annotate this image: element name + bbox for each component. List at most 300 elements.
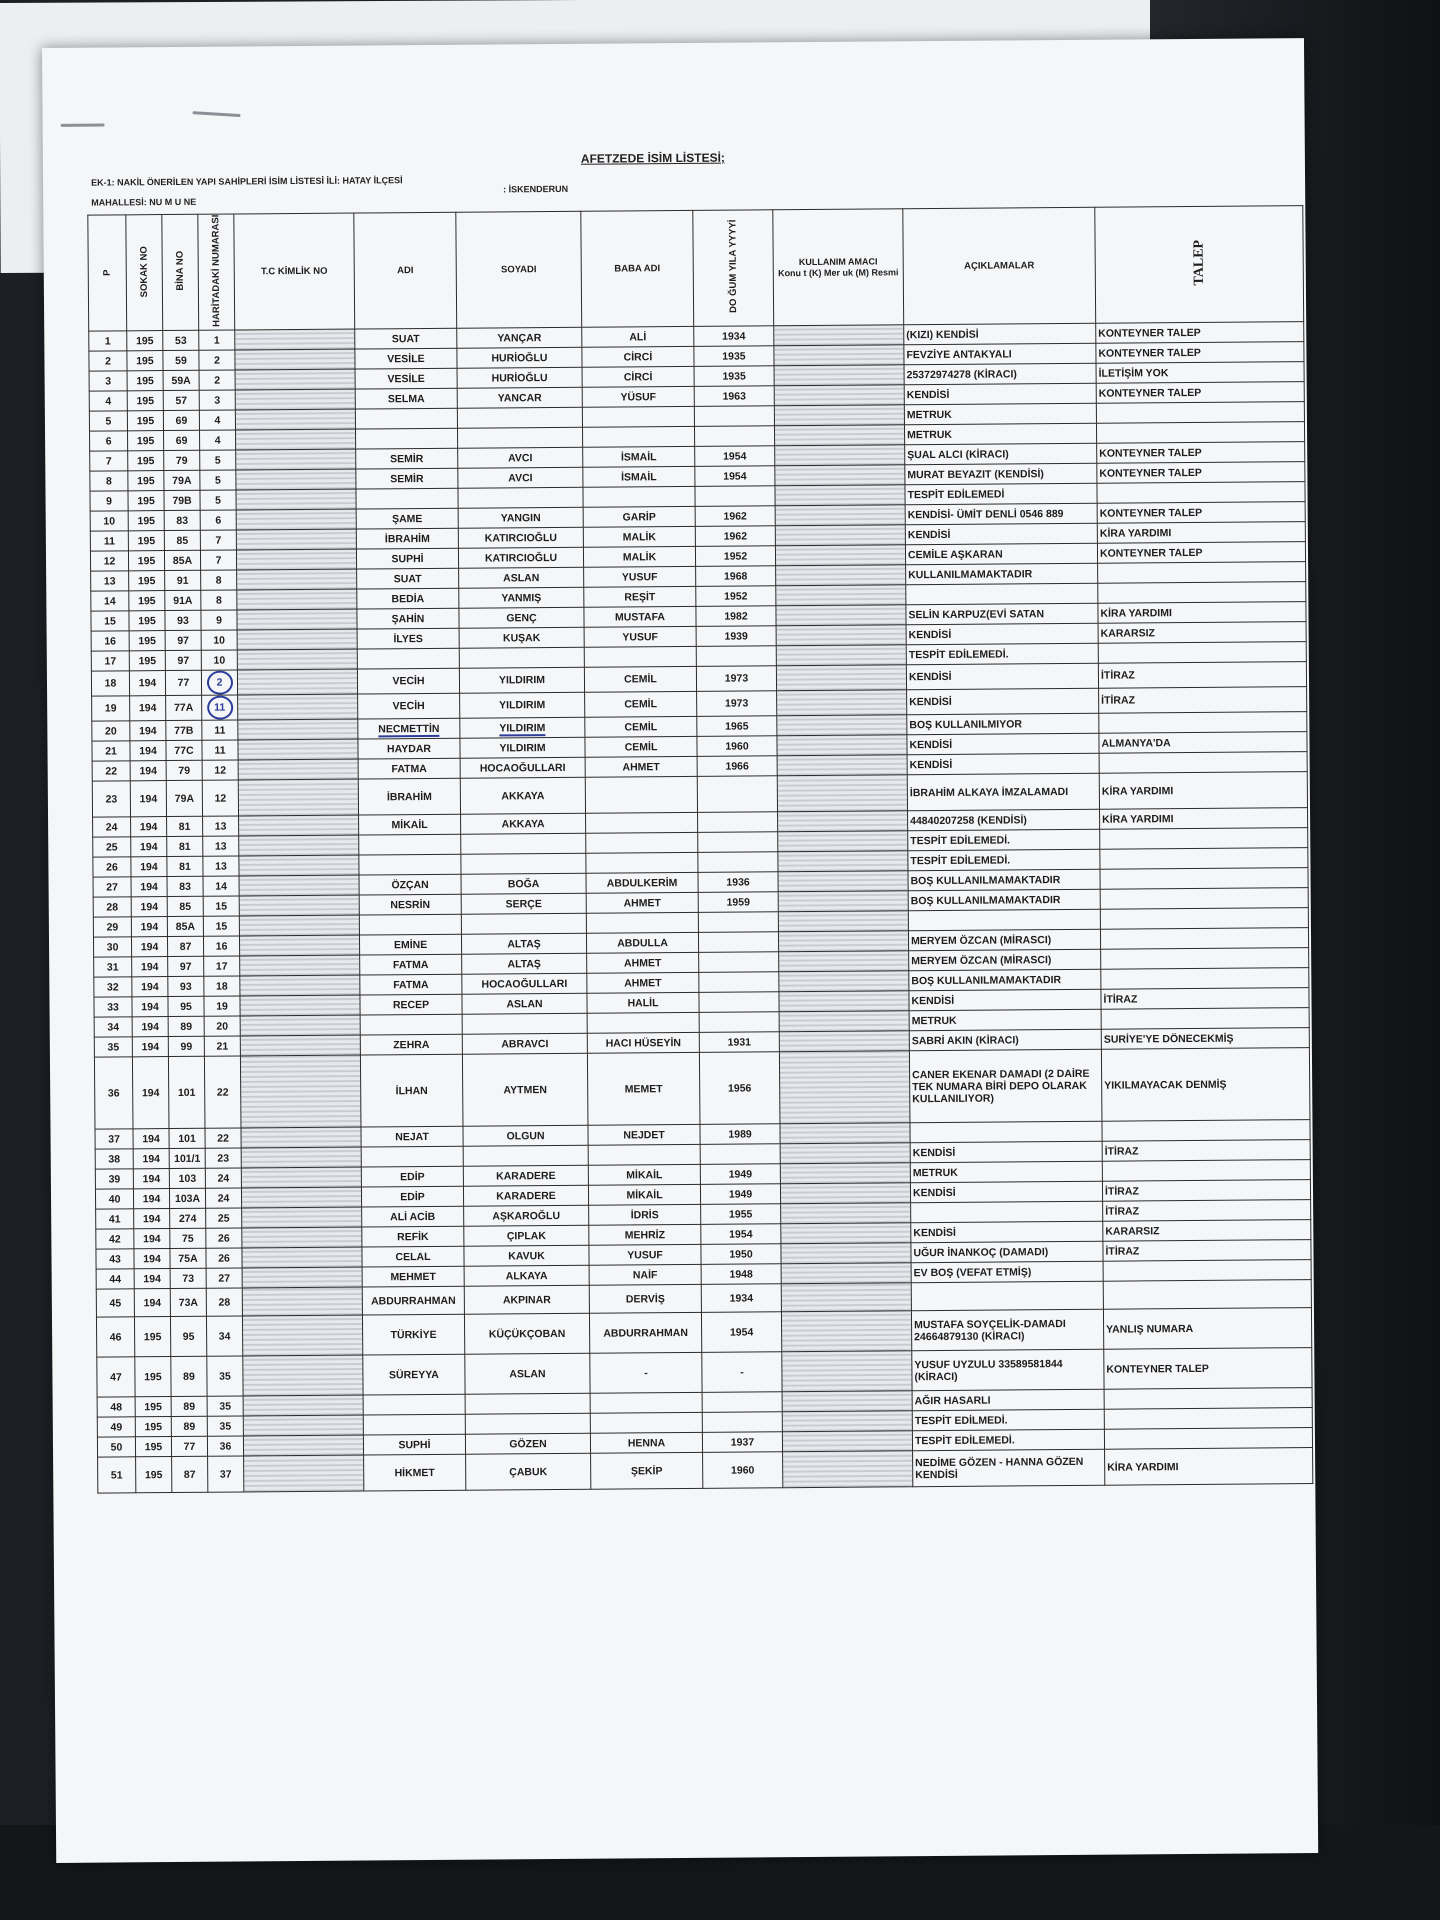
cell-kullanim xyxy=(780,1183,910,1204)
cell-talep: KONTEYNER TALEP xyxy=(1096,382,1304,404)
cell-aciklama: YUSUF UYZULU 33589581844 (KİRACI) xyxy=(912,1349,1104,1391)
cell-soyadi: ALTAŞ xyxy=(461,933,586,954)
cell-harita-no: 7 xyxy=(200,530,236,550)
cell-adi: ALİ ACİB xyxy=(362,1206,464,1227)
cell-baba-adi: MALİK xyxy=(583,547,695,568)
cell-baba-adi: AHMET xyxy=(587,973,699,994)
cell-bina-no: 87 xyxy=(172,1456,208,1492)
cell-kullanim xyxy=(778,911,908,932)
cell-baba-adi: YUSUF xyxy=(589,1245,701,1266)
cell-harita-no: 28 xyxy=(206,1288,242,1316)
cell-adi: VESİLE xyxy=(355,348,457,369)
cell-soyadi: YILDIRIM xyxy=(460,737,585,758)
cell-soyadi: AŞKAROĞLU xyxy=(464,1205,589,1226)
cell-bina-no: 103 xyxy=(169,1168,205,1188)
cell-aciklama: KENDİSİ xyxy=(907,733,1099,755)
cell-tc-no xyxy=(238,759,358,780)
cell-bina-no: 85 xyxy=(164,531,200,551)
cell-talep: KİRA YARDIMI xyxy=(1097,522,1305,544)
cell-bina-no: 93 xyxy=(168,976,204,996)
cell-adi xyxy=(355,408,457,429)
cell-talep xyxy=(1100,868,1308,890)
cell-no: 41 xyxy=(96,1209,134,1229)
cell-sokak-no: 195 xyxy=(135,1357,171,1397)
cell-dogum-yili xyxy=(702,1392,782,1413)
cell-tc-no xyxy=(236,449,356,470)
cell-aciklama: 44840207258 (KENDİSİ) xyxy=(908,809,1100,831)
cell-no: 16 xyxy=(91,631,129,651)
cell-bina-no: 95 xyxy=(168,996,204,1016)
cell-baba-adi: ABDULLA xyxy=(586,933,698,954)
cell-sokak-no: 195 xyxy=(135,1437,171,1457)
cell-no: 5 xyxy=(89,411,127,431)
cell-talep: SURİYE'YE DÖNECEKMİŞ xyxy=(1101,1028,1309,1050)
cell-harita-no: 22 xyxy=(205,1128,241,1148)
cell-tc-no xyxy=(241,1187,361,1208)
cell-sokak-no: 194 xyxy=(130,761,166,781)
cell-aciklama: BOŞ KULLANILMAMAKTADIR xyxy=(908,889,1100,911)
cell-aciklama: UĞUR İNANKOÇ (DAMADI) xyxy=(911,1241,1103,1263)
cell-tc-no xyxy=(242,1267,362,1288)
cell-aciklama: KULLANILMAMAKTADIR xyxy=(906,563,1098,585)
cell-talep: KARARSIZ xyxy=(1098,622,1306,644)
cell-dogum-yili: 1948 xyxy=(701,1264,781,1285)
header-baba-adi: BABA ADI xyxy=(581,210,694,327)
cell-sokak-no: 195 xyxy=(127,391,163,411)
cell-no: 47 xyxy=(97,1357,135,1397)
cell-tc-no xyxy=(237,669,357,695)
cell-baba-adi: MEMET xyxy=(587,1053,700,1126)
cell-sokak-no: 194 xyxy=(131,837,167,857)
cell-adi: İBRAHİM xyxy=(356,528,458,549)
cell-bina-no: 97 xyxy=(165,651,201,671)
cell-dogum-yili: 1989 xyxy=(700,1124,780,1145)
cell-talep xyxy=(1102,1160,1310,1182)
cell-adi: RECEP xyxy=(360,994,462,1015)
cell-soyadi: OLGUN xyxy=(463,1125,588,1146)
cell-talep: İTİRAZ xyxy=(1103,1200,1311,1222)
cell-kullanim xyxy=(780,1163,910,1184)
cell-tc-no xyxy=(236,529,356,550)
cell-kullanim xyxy=(779,1031,909,1052)
cell-bina-no: 81 xyxy=(167,816,203,836)
cell-bina-no: 97 xyxy=(165,631,201,651)
cell-dogum-yili xyxy=(700,1144,780,1165)
cell-soyadi xyxy=(465,1393,590,1414)
cell-sokak-no: 195 xyxy=(128,451,164,471)
cell-aciklama xyxy=(911,1201,1103,1223)
cell-talep: KİRA YARDIMI xyxy=(1100,808,1308,830)
cell-sokak-no: 194 xyxy=(131,937,167,957)
cell-soyadi: YILDIRIM xyxy=(459,667,584,693)
cell-dogum-yili: 1954 xyxy=(695,446,775,467)
cell-aciklama: BOŞ KULLANILMAMAKTADIR xyxy=(908,869,1100,891)
cell-baba-adi: MİKAİL xyxy=(588,1165,700,1186)
cell-talep: KONTEYNER TALEP xyxy=(1097,502,1305,524)
cell-soyadi: GÖZEN xyxy=(465,1433,590,1454)
cell-tc-no xyxy=(240,1015,360,1036)
cell-no: 14 xyxy=(91,591,129,611)
cell-soyadi: KAVUK xyxy=(464,1245,589,1266)
cell-dogum-yili: 1982 xyxy=(696,606,776,627)
cell-baba-adi xyxy=(584,647,696,668)
cell-kullanim xyxy=(778,851,908,872)
cell-adi: MİKAİL xyxy=(359,814,461,835)
cell-kullanim xyxy=(782,1411,912,1432)
cell-talep: İTİRAZ xyxy=(1103,1240,1311,1262)
cell-soyadi: YANGIN xyxy=(458,507,583,528)
cell-adi xyxy=(361,1146,463,1167)
cell-aciklama: KENDİSİ xyxy=(910,1141,1102,1163)
cell-dogum-yili: 1954 xyxy=(701,1312,781,1353)
cell-adi: İLHAN xyxy=(360,1054,463,1127)
cell-dogum-yili: 1962 xyxy=(695,506,775,527)
cell-soyadi: ÇABUK xyxy=(466,1453,591,1490)
header-dogum-yili: DO ĞUM YILA YYYYİ xyxy=(693,210,774,327)
cell-no: 15 xyxy=(91,611,129,631)
cell-bina-no: 93 xyxy=(165,611,201,631)
cell-dogum-yili xyxy=(699,992,779,1013)
cell-talep: İTİRAZ xyxy=(1098,662,1306,689)
cell-dogum-yili xyxy=(698,932,778,953)
cell-bina-no: 85A xyxy=(167,916,203,936)
cell-aciklama: TESPİT EDİLEMEDİ xyxy=(905,483,1097,505)
cell-talep xyxy=(1098,642,1306,664)
cell-soyadi xyxy=(463,1145,588,1166)
cell-tc-no xyxy=(240,975,360,996)
cell-talep: KONTEYNER TALEP xyxy=(1097,442,1305,464)
header-no: P xyxy=(88,215,127,332)
cell-harita-no: 18 xyxy=(204,976,240,996)
cell-no: 25 xyxy=(93,837,131,857)
cell-no: 23 xyxy=(92,781,130,817)
cell-dogum-yili: 1960 xyxy=(703,1452,783,1489)
cell-soyadi: AKPINAR xyxy=(464,1285,589,1314)
cell-bina-no: 81 xyxy=(167,856,203,876)
cell-adi: ÖZÇAN xyxy=(359,874,461,895)
cell-aciklama: KENDİSİ xyxy=(911,1221,1103,1243)
cell-tc-no xyxy=(235,349,355,370)
cell-dogum-yili xyxy=(698,832,778,853)
cell-bina-no: 85 xyxy=(167,896,203,916)
staple-icon xyxy=(61,124,105,127)
cell-dogum-yili: 1949 xyxy=(700,1164,780,1185)
cell-dogum-yili: 1962 xyxy=(695,526,775,547)
cell-kullanim xyxy=(778,931,908,952)
cell-adi: EDİP xyxy=(361,1186,463,1207)
cell-tc-no xyxy=(237,589,357,610)
cell-dogum-yili xyxy=(698,912,778,933)
cell-talep xyxy=(1101,968,1309,990)
cell-soyadi: AVCI xyxy=(458,448,583,469)
header-tc-no: T.C KİMLİK NO xyxy=(234,213,355,330)
cell-talep: KİRA YARDIMI xyxy=(1105,1448,1313,1486)
cell-harita-no: 10 xyxy=(201,630,237,650)
cell-no: 43 xyxy=(96,1249,134,1269)
cell-sokak-no: 195 xyxy=(129,571,165,591)
cell-talep xyxy=(1100,928,1308,950)
cell-adi xyxy=(356,488,458,509)
cell-talep: KONTEYNER TALEP xyxy=(1096,322,1304,344)
cell-dogum-yili: 1955 xyxy=(701,1204,781,1225)
cell-no: 21 xyxy=(92,741,130,761)
cell-bina-no: 83 xyxy=(164,511,200,531)
cell-talep xyxy=(1103,1280,1311,1310)
cell-soyadi: YILDIRIM xyxy=(460,692,585,718)
cell-aciklama: ŞUAL ALCI (KİRACI) xyxy=(905,443,1097,465)
cell-harita-no: 22 xyxy=(204,1056,241,1128)
cell-talep: KİRA YARDIMI xyxy=(1098,602,1306,624)
cell-baba-adi: CİRCİ xyxy=(582,347,694,368)
cell-baba-adi xyxy=(586,813,698,834)
cell-dogum-yili xyxy=(698,812,778,833)
cell-kullanim xyxy=(775,485,905,506)
cell-harita-no: 17 xyxy=(204,956,240,976)
cell-no: 9 xyxy=(90,491,128,511)
header-bina-no: BİNA NO xyxy=(162,214,199,331)
cell-soyadi: KATIRCIOĞLU xyxy=(458,547,583,568)
cell-dogum-yili: 1934 xyxy=(694,326,774,347)
cell-no: 36 xyxy=(94,1057,133,1129)
cell-aciklama: KENDİSİ xyxy=(905,523,1097,545)
cell-tc-no xyxy=(242,1247,362,1268)
cell-aciklama: NEDİME GÖZEN - HANNA GÖZEN KENDİSİ xyxy=(913,1449,1105,1487)
cell-aciklama: METRUK xyxy=(904,403,1096,425)
cell-no: 22 xyxy=(92,761,130,781)
cell-talep: İTİRAZ xyxy=(1099,687,1307,714)
cell-harita-no: 36 xyxy=(207,1436,243,1456)
cell-dogum-yili: 1956 xyxy=(699,1052,780,1125)
cell-bina-no: 101 xyxy=(168,1056,205,1128)
cell-soyadi: ÇIPLAK xyxy=(464,1225,589,1246)
cell-tc-no xyxy=(239,935,359,956)
cell-soyadi xyxy=(461,913,586,934)
cell-bina-no: 73A xyxy=(170,1288,206,1316)
cell-no: 10 xyxy=(90,511,128,531)
cell-harita-no: 35 xyxy=(207,1416,243,1436)
cell-baba-adi: MEHRİZ xyxy=(589,1225,701,1246)
cell-talep xyxy=(1103,1260,1311,1282)
cell-talep xyxy=(1104,1408,1312,1430)
cell-sokak-no: 194 xyxy=(133,1189,169,1209)
cell-sokak-no: 194 xyxy=(130,781,166,817)
cell-dogum-yili: 1939 xyxy=(696,626,776,647)
cell-dogum-yili xyxy=(699,1012,779,1033)
cell-aciklama: BOŞ KULLANILMIYOR xyxy=(907,713,1099,735)
cell-baba-adi: CEMİL xyxy=(585,737,697,758)
cell-adi: ŞAME xyxy=(356,508,458,529)
cell-soyadi: HURİOĞLU xyxy=(457,368,582,389)
cell-baba-adi: AHMET xyxy=(585,757,697,778)
cell-harita-no: 12 xyxy=(202,760,238,780)
cell-harita-no: 16 xyxy=(203,936,239,956)
cell-talep xyxy=(1099,752,1307,774)
cell-baba-adi: CEMİL xyxy=(585,717,697,738)
cell-bina-no: 73 xyxy=(170,1268,206,1288)
cell-dogum-yili: 1949 xyxy=(700,1184,780,1205)
cell-dogum-yili: 1931 xyxy=(699,1032,779,1053)
cell-bina-no: 59 xyxy=(163,351,199,371)
cell-bina-no: 59A xyxy=(163,371,199,391)
cell-adi xyxy=(357,648,459,669)
cell-dogum-yili xyxy=(697,776,777,813)
cell-kullanim xyxy=(778,891,908,912)
cell-talep: YANLIŞ NUMARA xyxy=(1103,1308,1311,1350)
cell-soyadi: KATIRCIOĞLU xyxy=(458,527,583,548)
cell-tc-no xyxy=(236,489,356,510)
cell-baba-adi: MUSTAFA xyxy=(584,607,696,628)
cell-dogum-yili: 1935 xyxy=(694,366,774,387)
cell-adi: SUAT xyxy=(357,568,459,589)
cell-sokak-no: 194 xyxy=(132,997,168,1017)
cell-no: 39 xyxy=(95,1169,133,1189)
cell-adi xyxy=(359,854,461,875)
cell-bina-no: 101/1 xyxy=(169,1148,205,1168)
cell-sokak-no: 194 xyxy=(129,671,165,696)
cell-kullanim xyxy=(775,445,905,466)
cell-adi: ABDURRAHMAN xyxy=(362,1286,464,1315)
cell-soyadi xyxy=(462,1013,587,1034)
cell-aciklama: TESPİT EDİLEMEDİ. xyxy=(906,643,1098,665)
cell-no: 29 xyxy=(93,917,131,937)
cell-dogum-yili: 1952 xyxy=(696,586,776,607)
cell-aciklama: CEMİLE AŞKARAN xyxy=(905,543,1097,565)
cell-kullanim xyxy=(778,871,908,892)
cell-aciklama: MUSTAFA SOYÇELİK-DAMADI 24664879130 (KİRACI) xyxy=(911,1309,1103,1351)
document-neighborhood: MAHALLESİ: NU M U NE xyxy=(91,196,197,208)
cell-sokak-no: 194 xyxy=(133,1169,169,1189)
cell-bina-no: 83 xyxy=(167,876,203,896)
cell-baba-adi xyxy=(583,487,695,508)
cell-soyadi: AYTMEN xyxy=(462,1053,588,1126)
cell-talep xyxy=(1098,582,1306,604)
cell-harita-no: 4 xyxy=(200,430,236,450)
cell-adi: BEDİA xyxy=(357,588,459,609)
cell-baba-adi: MİKAİL xyxy=(588,1185,700,1206)
cell-aciklama: FEVZİYE ANTAKYALI xyxy=(904,343,1096,365)
cell-adi xyxy=(363,1414,465,1435)
cell-aciklama: MURAT BEYAZIT (KENDİSİ) xyxy=(905,463,1097,485)
cell-harita-no: 10 xyxy=(201,650,237,670)
cell-soyadi: KARADERE xyxy=(463,1165,588,1186)
cell-bina-no: 99 xyxy=(168,1036,204,1056)
cell-no: 18 xyxy=(91,671,129,696)
cell-tc-no xyxy=(244,1455,364,1492)
cell-aciklama: METRUK xyxy=(910,1161,1102,1183)
cell-harita-no: 26 xyxy=(206,1228,242,1248)
cell-tc-no xyxy=(239,815,359,836)
cell-kullanim xyxy=(781,1263,911,1284)
cell-adi: ZEHRA xyxy=(360,1034,462,1055)
cell-sokak-no: 195 xyxy=(129,651,165,671)
cell-soyadi xyxy=(461,833,586,854)
cell-kullanim xyxy=(775,465,905,486)
cell-bina-no: 69 xyxy=(164,431,200,451)
cell-no: 13 xyxy=(91,571,129,591)
header-kullanim: KULLANIM AMACI Konu t (K) Mer uk (M) Resmi xyxy=(773,209,904,326)
cell-aciklama: İBRAHİM ALKAYA İMZALAMADI xyxy=(907,773,1099,811)
cell-harita-no: 12 xyxy=(202,780,238,816)
cell-aciklama: (KIZI) KENDİSİ xyxy=(904,323,1096,345)
document-title: AFETZEDE İSİM LİSTESİ; xyxy=(580,150,725,166)
cell-kullanim xyxy=(775,545,905,566)
cell-sokak-no: 195 xyxy=(134,1317,170,1357)
cell-soyadi: HOCAOĞULLARI xyxy=(462,973,587,994)
cell-baba-adi xyxy=(590,1393,702,1414)
cell-soyadi: ASLAN xyxy=(465,1353,590,1394)
cell-sokak-no: 195 xyxy=(127,411,163,431)
cell-soyadi: GENÇ xyxy=(459,607,584,628)
header-adi: ADI xyxy=(354,212,457,329)
cell-kullanim xyxy=(777,690,907,716)
cell-adi: EDİP xyxy=(361,1166,463,1187)
cell-adi xyxy=(356,428,458,449)
cell-talep: KARARSIZ xyxy=(1103,1220,1311,1242)
cell-dogum-yili xyxy=(698,852,778,873)
cell-talep: İTİRAZ xyxy=(1102,1180,1310,1202)
cell-bina-no: 75A xyxy=(170,1248,206,1268)
cell-baba-adi: HALİL xyxy=(587,993,699,1014)
cell-talep: İTİRAZ xyxy=(1102,1140,1310,1162)
cell-talep: KONTEYNER TALEP xyxy=(1096,342,1304,364)
cell-harita-no: 34 xyxy=(206,1316,242,1356)
cell-soyadi: YANCAR xyxy=(457,388,582,409)
cell-aciklama: METRUK xyxy=(904,423,1096,445)
cell-dogum-yili: 1966 xyxy=(697,756,777,777)
cell-kullanim xyxy=(781,1311,911,1352)
cell-dogum-yili xyxy=(702,1412,782,1433)
cell-adi: ŞAHİN xyxy=(357,608,459,629)
cell-no: 51 xyxy=(98,1457,136,1493)
cell-baba-adi: YUSUF xyxy=(584,627,696,648)
cell-dogum-yili: 1973 xyxy=(696,666,776,692)
cell-harita-no: 25 xyxy=(206,1208,242,1228)
cell-aciklama: KENDİSİ xyxy=(909,989,1101,1011)
cell-harita-no: 2 xyxy=(199,370,235,390)
cell-talep: ALMANYA'DA xyxy=(1099,732,1307,754)
cell-bina-no: 95 xyxy=(170,1316,206,1356)
cell-aciklama xyxy=(906,583,1098,605)
cell-baba-adi xyxy=(587,1013,699,1034)
cell-dogum-yili: 1959 xyxy=(698,892,778,913)
cell-sokak-no: 195 xyxy=(128,491,164,511)
cell-sokak-no: 194 xyxy=(132,1057,169,1129)
cell-no: 3 xyxy=(89,371,127,391)
cell-kullanim xyxy=(776,625,906,646)
cell-no: 19 xyxy=(92,696,130,721)
cell-adi: İLYES xyxy=(357,628,459,649)
document-district: : İSKENDERUN xyxy=(503,183,569,195)
cell-aciklama: METRUK xyxy=(909,1009,1101,1031)
cell-kullanim xyxy=(780,1143,910,1164)
cell-harita-no: 2 xyxy=(199,350,235,370)
cell-tc-no xyxy=(241,1127,361,1148)
cell-harita-no: 26 xyxy=(206,1248,242,1268)
cell-no: 44 xyxy=(96,1269,134,1289)
cell-baba-adi xyxy=(586,833,698,854)
cell-kullanim xyxy=(776,665,906,691)
cell-kullanim xyxy=(775,525,905,546)
cell-kullanim xyxy=(774,325,904,346)
cell-kullanim xyxy=(783,1451,913,1488)
cell-kullanim xyxy=(777,715,907,736)
cell-harita-no: 19 xyxy=(204,996,240,1016)
staple-icon xyxy=(192,111,240,117)
cell-adi: FATMA xyxy=(360,954,462,975)
cell-kullanim xyxy=(778,831,908,852)
cell-kullanim xyxy=(782,1431,912,1452)
cell-talep xyxy=(1098,562,1306,584)
